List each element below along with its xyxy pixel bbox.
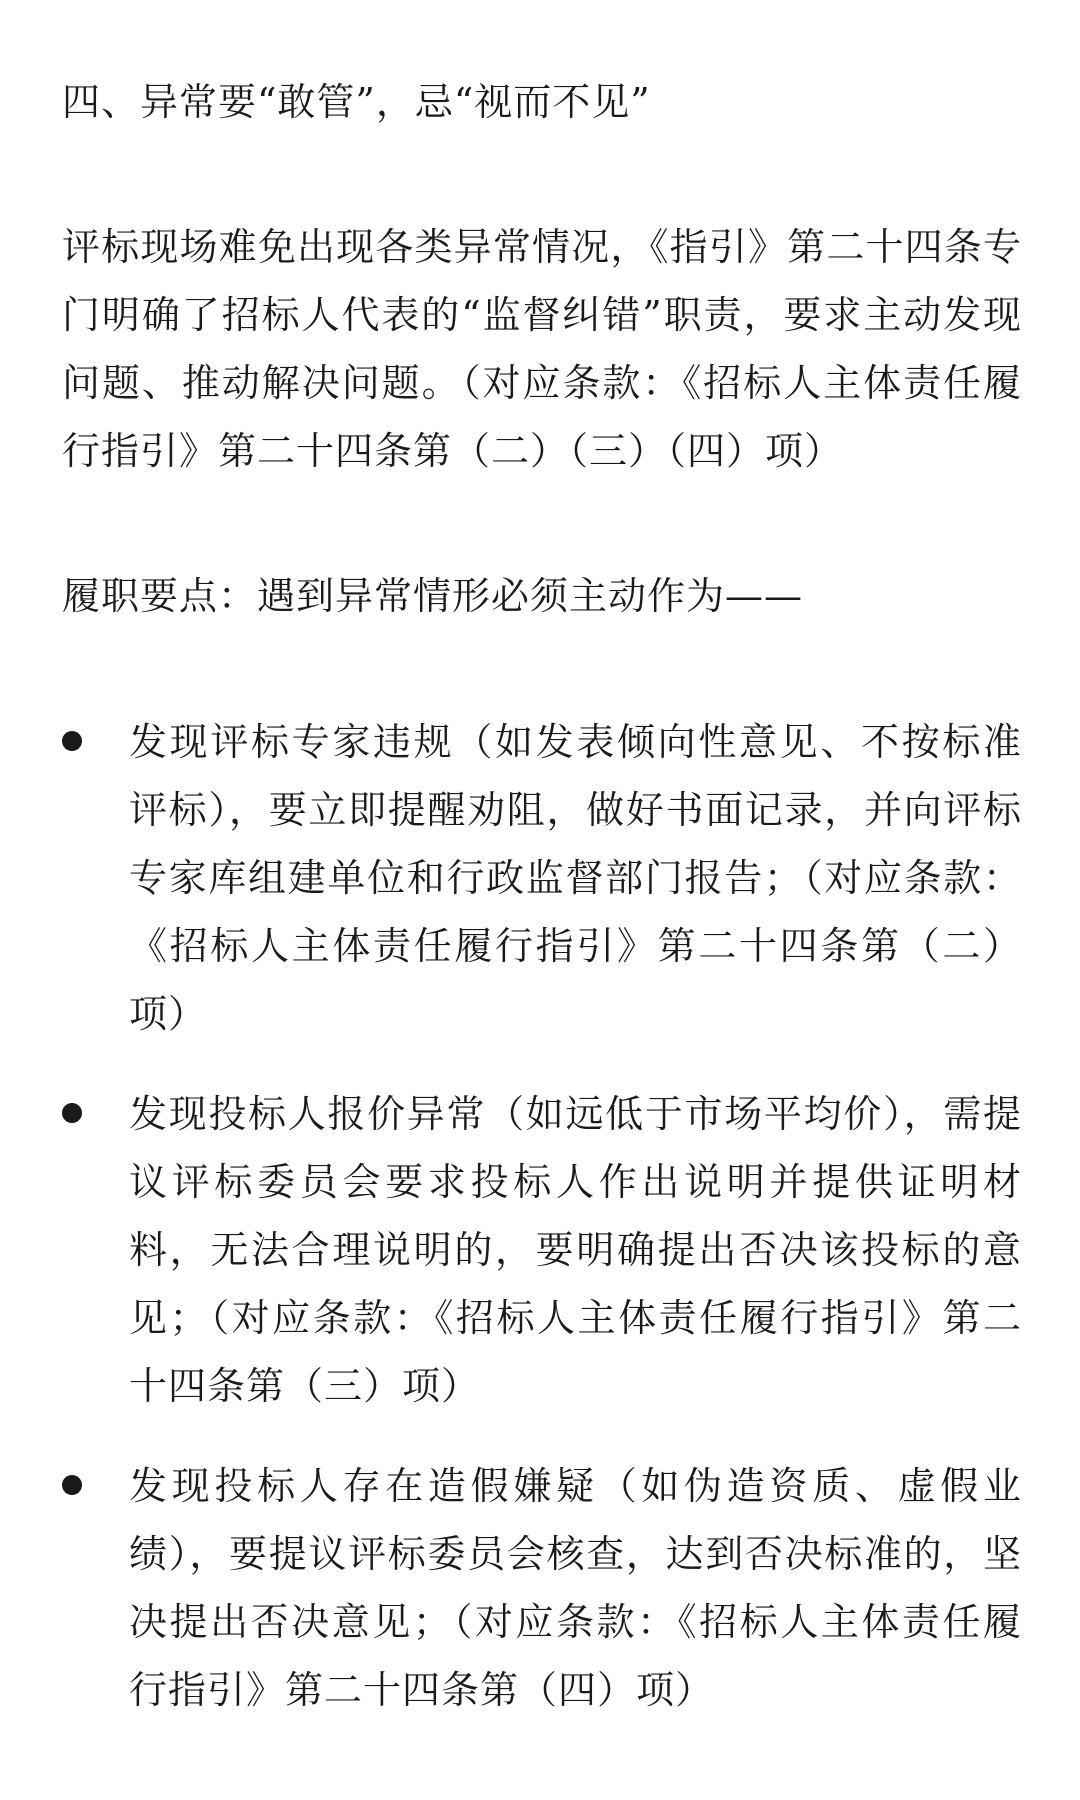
list-item [62, 1080, 1022, 1420]
key-points-lead: 履职要点：遇到异常情形必须主动作为—— [62, 574, 804, 618]
body-paragraph: 评标现场难免出现各类异常情况，《指引》第二十四条专门明确了招标人代表的“监督纠错”职责，要求主动发现问题、推动解决问题。（对应条款：《招标人主体责任履行指引》第二十四条第（二）（三）（四）项） [62, 225, 1022, 473]
list-item-text: 发现投标人存在造假嫌疑（如伪造资质、虚假业绩），要提议评标委员会核查，达到否决标准的，坚决提出否决意见；（对应条款：《招标人主体责任履行指引》第二十四条第（四）项） [129, 1464, 1022, 1712]
section-heading: 四、异常要“敢管”，忌“视而不见” [62, 80, 651, 124]
list-item-text: 发现评标专家违规（如发表倾向性意见、不按标准评标），要立即提醒劝阻，做好书面记录，并向评标专家库组建单位和行政监督部门报告；（对应条款：《招标人主体责任履行指引》第二十四条第（二）项） [129, 720, 1022, 1036]
list-item-text: 发现投标人报价异常（如远低于市场平均价），需提议评标委员会要求投标人作出说明并提供证明材料，无法合理说明的，要明确提出否决该投标的意见；（对应条款：《招标人主体责任履行指引》第二十四条第（三）项） [129, 1092, 1022, 1408]
bullet-list [62, 708, 1022, 1724]
article [62, 68, 1022, 1756]
list-item [62, 708, 1022, 1048]
bullet-dot-icon [62, 1103, 82, 1123]
bullet-dot-icon [62, 731, 82, 751]
list-item [62, 1452, 1022, 1724]
bullet-dot-icon [62, 1475, 82, 1495]
